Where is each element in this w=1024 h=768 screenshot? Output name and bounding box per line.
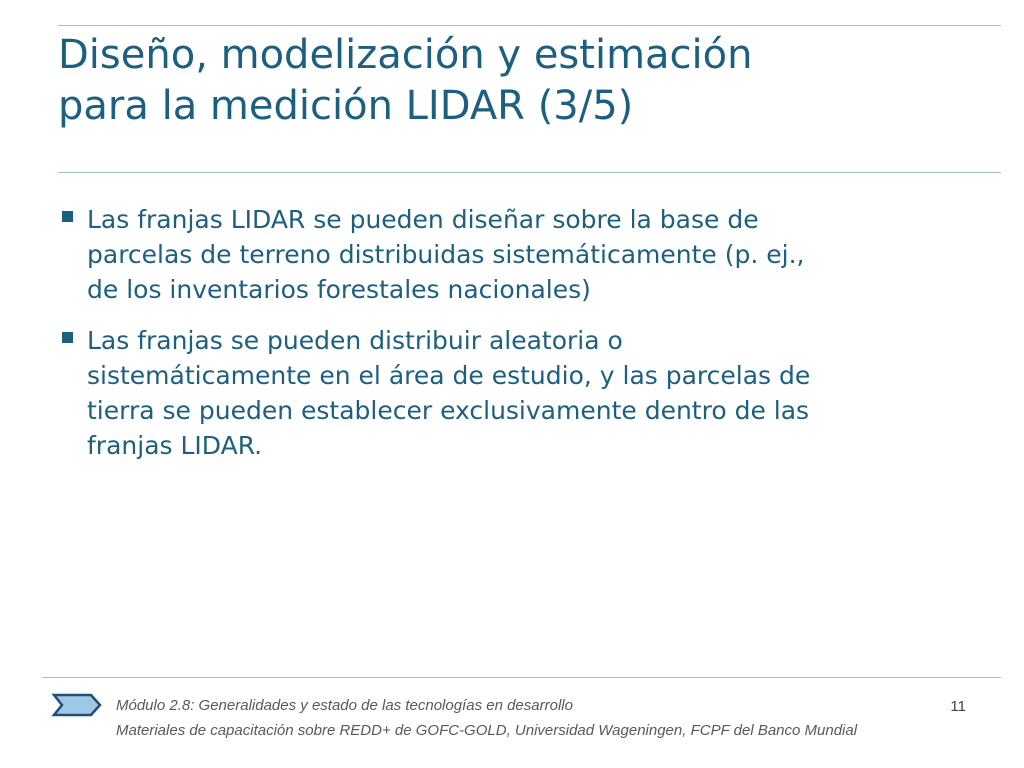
chevron-arrow-icon <box>51 693 103 717</box>
bullet-text-1 <box>87 202 942 307</box>
bullet-1-line-2: parcelas de terreno distribuidas sistemáticamente (p. ej., <box>87 240 805 269</box>
bullet-list <box>62 202 942 479</box>
bullet-2-line-4: franjas LIDAR. <box>87 431 263 460</box>
bullet-2-line-3: tierra se pueden establecer exclusivamente dentro de las <box>87 396 810 425</box>
bullet-text-2 <box>87 323 942 463</box>
title-divider <box>58 172 1001 173</box>
square-bullet-icon <box>62 211 73 222</box>
footer-materials-text: Materiales de capacitación sobre REDD+ de GOFC-GOLD, Universidad Wageningen, FCPF del Banco Mundial <box>116 722 858 739</box>
bullet-2-line-2: sistemáticamente en el área de estudio, y las parcelas de <box>87 361 811 390</box>
footer-module-text: Módulo 2.8: Generalidades y estado de las tecnologías en desarrollo <box>116 697 573 714</box>
slide-title-line-2: para la medición LIDAR (3/5) <box>58 83 634 129</box>
page-number: 11 <box>950 698 966 715</box>
top-divider <box>58 25 1001 26</box>
footer-divider <box>42 677 1001 678</box>
bullet-2-line-1: Las franjas se pueden distribuir aleatoria o <box>87 326 623 355</box>
slide-title-line-1: Diseño, modelización y estimación <box>58 32 753 78</box>
slide-title <box>58 30 988 132</box>
bullet-1-line-1: Las franjas LIDAR se pueden diseñar sobre la base de <box>87 205 759 234</box>
bullet-item-2 <box>62 323 942 463</box>
square-bullet-icon <box>62 332 73 343</box>
bullet-item-1 <box>62 202 942 307</box>
bullet-1-line-3: de los inventarios forestales nacionales) <box>87 275 591 304</box>
